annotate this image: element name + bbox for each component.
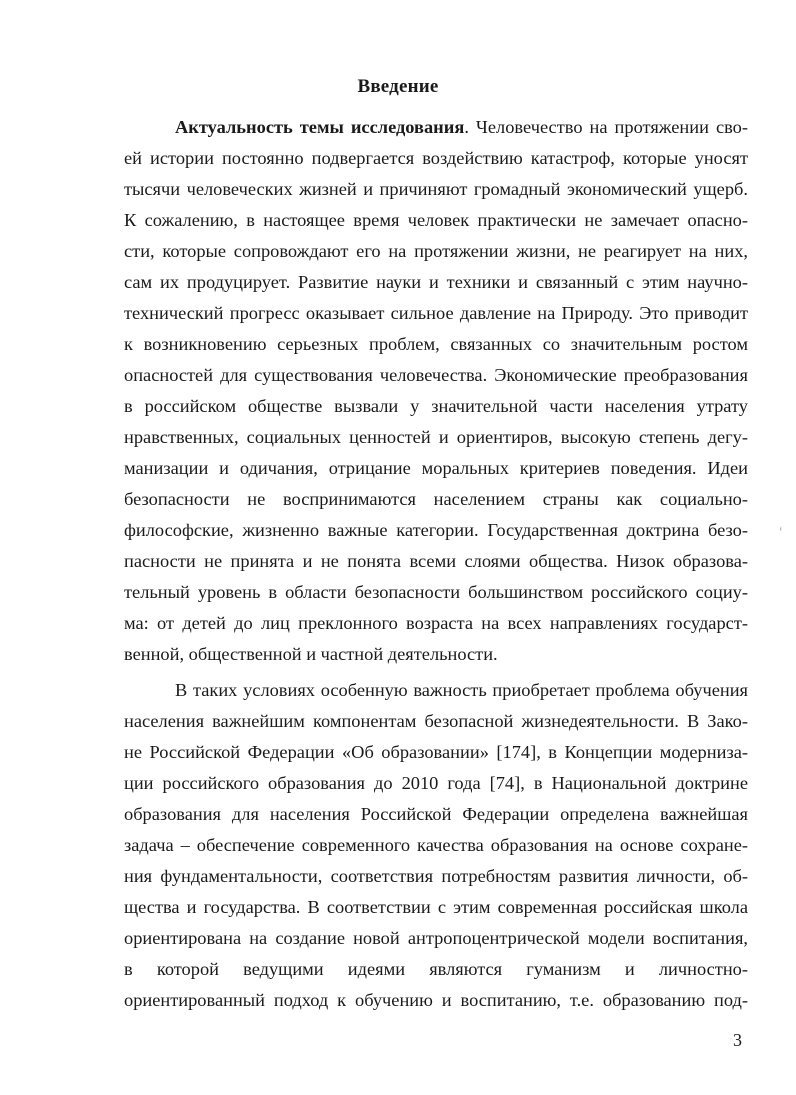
paragraph-line: ориентирована на создание новой антропоцентрической модели воспитания,: [124, 928, 748, 948]
paragraph-line: нравственных, социальных ценностей и ориентиров, высокую степень дегу-: [124, 427, 748, 447]
paragraph-line: тельный уровень в области безопасности большинством российского социу-: [124, 582, 748, 602]
paragraph-line: сти, которые сопровождают его на протяжении жизни, не реагирует на них,: [124, 241, 748, 261]
paragraph-line: образования для населения Российской Федерации определена важнейшая: [124, 804, 748, 824]
paragraph-line: в которой ведущими идеями являются гуманизм и личностно-: [124, 959, 748, 979]
paragraph-line: философские, жизненно важные категории. Государственная доктрина безо-: [124, 520, 748, 540]
paragraph-line: В таких условиях особенную важность приобретает проблема обучения: [175, 680, 748, 700]
paragraph-line: ориентированный подход к обучению и воспитанию, т.е. образованию под-: [124, 990, 748, 1010]
paragraph-line: пасности не принята и не понята всеми слоями общества. Низок образова-: [124, 551, 748, 571]
paragraph-line: сам их продуцирует. Развитие науки и техники и связанный с этим научно-: [124, 272, 748, 292]
paragraph-line: манизации и одичания, отрицание моральных критериев поведения. Идеи: [124, 458, 748, 478]
paragraph-line: безопасности не воспринимаются населением страны как социально-: [124, 489, 748, 509]
page-number: 3: [733, 1030, 742, 1050]
section-title: Введение: [357, 76, 439, 97]
lead-phrase: Актуальность темы исследования: [175, 117, 465, 137]
paragraph-line: в российском обществе вызвали у значительной части населения утрату: [124, 396, 748, 416]
paragraph-line: к возникновению серьезных проблем, связанных со значительным ростом: [124, 334, 748, 354]
paragraph-line: К сожалению, в настоящее время человек практически не замечает опасно-: [124, 210, 748, 230]
paragraph-line: щества и государства. В соответствии с этим современная российская школа: [124, 897, 748, 917]
paragraph-line: ции российского образования до 2010 года [74], в Национальной доктрине: [124, 773, 748, 793]
paragraph-line: не Российской Федерации «Об образовании» [174], в Концепции модерниза-: [124, 742, 748, 762]
paragraph-line: населения важнейшим компонентам безопасной жизнедеятельности. В Зако-: [124, 711, 748, 731]
scan-margin-mark: ᶦ: [780, 525, 782, 536]
paragraph-line: ей истории постоянно подвергается воздействию катастроф, которые уносят: [124, 148, 748, 168]
paragraph-line: опасностей для существования человечества. Экономические преобразования: [124, 365, 748, 385]
paragraph-line: задача – обеспечение современного качества образования на основе сохране-: [124, 835, 748, 855]
paragraph-line: ма: от детей до лиц преклонного возраста на всех направлениях государст-: [124, 613, 748, 633]
paragraph-line: Актуальность темы исследования. Человечество на протяжении сво-: [175, 117, 748, 137]
paragraph-line: тысячи человеческих жизней и причиняют громадный экономический ущерб.: [124, 179, 748, 199]
paragraph-line: ния фундаментальности, соответствия потребностям развития личности, об-: [124, 866, 748, 886]
paragraph-line: венной, общественной и частной деятельности.: [124, 644, 498, 664]
paragraph-line: технический прогресс оказывает сильное давление на Природу. Это приводит: [124, 303, 748, 323]
